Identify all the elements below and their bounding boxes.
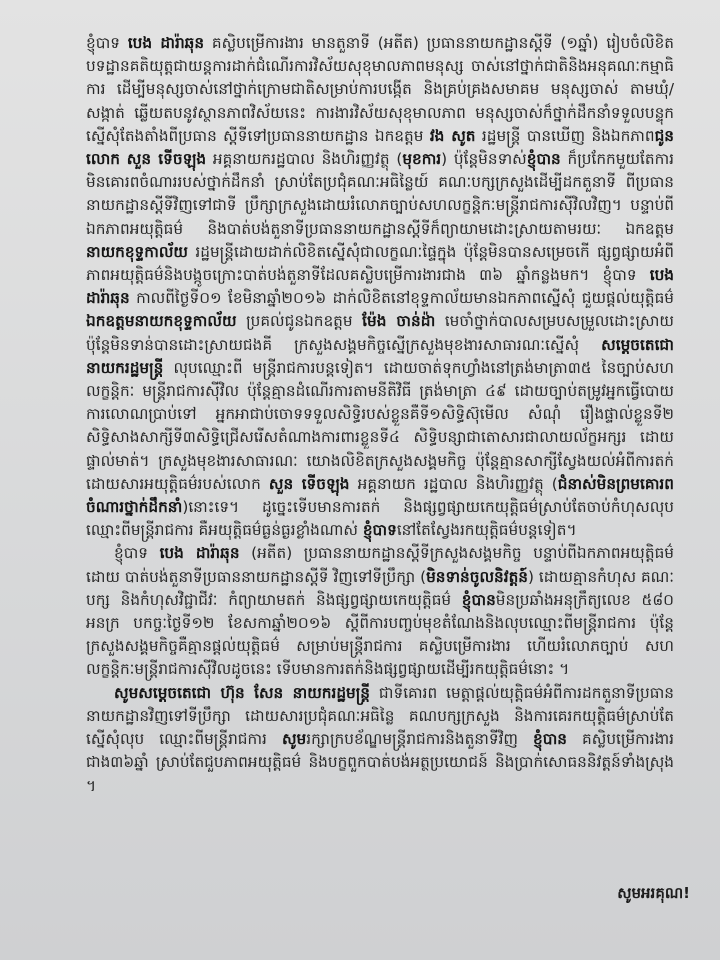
bold-text-run: បេង ដារ៉ាឆុន: [86, 266, 674, 308]
text-run: គស្លិបម្រើការងារជាង៣៦ឆ្នាំ ស្រាប់តែជួបភាពអយុត្តិធម៌ និងបក្ខពួកបាត់បង់អត្ថប្រយោជន៍ និងប្រាក់សោធននិវត្តន៍ទាំងស្រុង ។: [86, 730, 674, 795]
bold-text-run: វង សូត: [429, 126, 476, 145]
bold-text-run: ម៉ែង ចាន់ដ៉ា: [362, 312, 436, 331]
text-run: ខ្ញុំបាទ: [86, 34, 128, 52]
text-run: )នោះទេ។ ដូច្នេះទើបមានការតក់ និងផ្សព្វផ្សាយកេយុត្តិធម៌ស្រាប់តែចាប់កំហុសលុបឈ្មោះពីមន្ត្រីរាជការ គឺអយុត្តិធម៌ធ្ងន់ធ្ងរខ្លាំងណាស់: [86, 498, 674, 540]
text-run: អគ្គនាយករដ្ឋបាល និងហិរញ្ញវត្ថុ (: [206, 150, 403, 169]
bold-text-run: ខ្ញុំបាទ: [362, 521, 397, 540]
text-run: កាលពីថ្ងៃទី០១ ខែមិនាឆ្នាំ២០១៦ ដាក់លិខិតនៅខុទ្ទកាល័យមានឯកភាពស្នើសុំ ជួយផ្តល់យុត្តិធម៌: [129, 289, 674, 308]
bold-text-run: នាយកខុទ្ទកាល័យ: [86, 242, 188, 261]
closing-thanks: សូមអរគុណ!: [617, 884, 690, 902]
text-run: ជាទីគោរព មេត្តាផ្តល់យុត្តិធម៌អំពីការដកតួនាទីប្រធាននាយកដ្ឋានវិញទៅទីប្រឹក្សា ដោយសារប្រជុំគណៈអធិន្លៃ គណបក្សក្រសួង និងការគេរកយុត្តិធម៌ស្រាប់តែស្នើសុំលុប ឈ្មោះពីមន្ត្រីរាជការ: [86, 683, 674, 749]
text-run: លុបឈ្មោះពី មន្ត្រីរាជការបន្តទៀត។ ដោយចាត់ទុកហ្វាំងនៅត្រង់មាត្រា៣៥ នៃច្បាប់សហលក្ខន្តិកៈ មន្ត្រីរាជការស៊ីវិល ប៉ុន្តែគ្មានដំណើរការតាមនីតិវិធី ត្រង់មាត្រា ៤៩ ដោយច្បាប់តម្រូវអ្នកធ្វើបោយការលោណប្រាប់ទៅ អ្នកអាជាប់ចោទទទួលសិទ្ធិរបស់ខ្លួនគឺទី១សិទ្ធិស៊ុមើល សំណុំ រឿងផ្ទាល់ខ្លួនទី២ សិទ្ធិសាងសាក្សីទី៣សិទ្ធិជ្រើសរើសតំណាងការពារខ្លួនទី៤ សិទ្ធិបន្សាជាតោសារជាលាយល័ក្ខអក្សរ ដោយផ្ទាល់មាត់។ ក្រសួងមុខងារសាធារណៈ យោងលិខិតក្រសួងសង្គមកិច្ច ប៉ុន្តែគ្មានសាក្សីស្វែងយល់អំពីការតក់ ដោយសារអយុត្តិធម៌របស់លោក: [86, 358, 674, 493]
text-run: គស្លិបម្រើការងារ មានតួនាទី (អតីត) ប្រធាននាយកដ្ឋានស្តីទី (១ឆ្នាំ) រៀបចំលិខិតបទដ្ឋានគតិយុត្តជាយន្តការដាក់ជំណើរការវិស័យសុខុមាលភាពមនុស្ស ចាស់នៅថ្នាក់ជាតិនិងអនុគណៈកម្មាធិការ ដើម្បីមនុស្សចាស់នៅថ្នាក់ក្រោមជាតិសម្រាប់ការបង្កើត និងគ្រប់គ្រងសមាគម មនុស្សចាស់ តាមឃុំ/សង្កាត់ ឆ្លើយតបនូវស្ថានភាពវិស័យនេះ ការងារវិស័យសុខុមាលភាព មនុស្សចាស់ក៏ថ្នាក់ដឹកនាំទទួលបន្ទុកស្នើសុំតែងតាំងពីប្រធាន ស្តីទីទៅប្រធាននាយកដ្ឋាន ឯកឧត្តម: [86, 34, 674, 145]
bold-text-run: សូមសម្តេចតេជោ ហ៊ុន សែន នាយករដ្ឋមន្ត្រី: [114, 683, 371, 702]
text-run: អគ្គនាយក រដ្ឋបាល និងហិរញ្ញវត្ថុ (: [349, 474, 558, 493]
bold-text-run: បេង ដារ៉ាឆុន: [127, 34, 205, 52]
paragraph-2: [86, 542, 674, 681]
bold-text-run: សួន ទើចឡុង: [126, 150, 207, 169]
bold-text-run: បេង ដារ៉ាឆុន: [159, 544, 240, 563]
text-run: ) ប៉ុន្តែមិនទាស់: [441, 150, 527, 169]
bold-text-run: សូម: [281, 730, 307, 749]
bold-text-run: ឯកឧត្តមនាយកខុទ្ទកាល័យ: [86, 312, 237, 331]
paragraph-3: [86, 682, 674, 798]
text-run: (អតីត) ប្រធាននាយកដ្ឋានស្តីទីក្រសួងសង្គមកិច្ច បន្ទាប់ពីឯកភាពអយុត្តិធម៌ដោយ បាត់បង់តួនាទីប្រធាននាយកដ្ឋានស្តីទី វិញទៅទីប្រឹក្សា (: [86, 544, 674, 586]
bold-text-run: ខ្ញុំបាន: [526, 150, 561, 169]
letter-body: [86, 32, 674, 798]
text-run: ក៏ប្រកែកមួយតែការមិនគោរពចំណាររបស់ថ្នាក់ដឹកនាំ ស្រាប់តែប្រជុំគណៈអធិន្លៃយ៍ គណៈបក្សក្រសួងដើម្បីដកតួនាទី ពីប្រធាននាយកដ្ឋានស្តីទីវិញទៅជាទី ប្រឹក្សាក្រសួងដោយរំលោភច្បាប់សហលក្ខន្តិកៈមន្ត្រីរាជការស៊ីវិលវិញ។ បន្ទាប់ពីឯកភាពអយុត្តិធម៌ និងបាត់បង់តួនាទីប្រធាននាយកដ្ឋានស្តីទីក៏ព្យាយាមដោះស្រាយតាមរយៈ ឯកឧត្តម: [86, 150, 675, 238]
text-run: ) ដោយគ្មានកំហុស គណៈបក្ស និងកំហុសវិជ្ជាជីវៈ កំព្យាយាមតក់ និងផ្សព្វផ្សាយកេយុត្តិធម៌: [86, 567, 674, 609]
text-run: រដ្ឋមន្ត្រីដោយដាក់លិខិតស្នើសុំជាលក្ខណៈផ្ទៃក្នុង ប៉ុន្តែមិនបានសម្រេចកើ ផ្សព្វផ្សាយអំពីភាពអយុត្តិធម៌និងបង្កូចក្រោះបាត់បង់តួនាទីដែលគស្លិបម្រើការងារជាង ៣៦ ឆ្នាំកន្លងមក។ ខ្ញុំបាទ: [86, 242, 674, 285]
text-run: ខ្ញុំបាទ: [114, 544, 160, 563]
bold-text-run: ជំនាស់មិនព្រមគោរពចំណារថ្នាក់ដឹកនាំ: [86, 474, 674, 517]
paragraph-1: [86, 32, 674, 542]
bold-text-run: សួន ទើចឡុង: [268, 474, 350, 493]
bold-text-run: ជូនលោក: [86, 126, 674, 169]
bold-text-run: មិនទាន់ចូលនិវត្តន៍: [426, 567, 529, 586]
bold-text-run: ខ្ញុំបាន: [533, 730, 568, 749]
text-run: ប្រគល់ជូនឯកឧត្តម: [236, 312, 363, 331]
text-run: នៅតែស្វែងរកយុត្តិធម៌បន្តទៀត។: [396, 521, 577, 540]
bold-text-run: ខ្ញុំបាន: [461, 590, 496, 609]
text-run: រក្សាក្របខ័ណ្ឌមន្ត្រីរាជការនិងតួនាទីវិញ: [306, 730, 534, 749]
text-run: រដ្ឋមន្ត្រី បានឃើញ និងឯកភាព: [475, 126, 655, 145]
text-run: មេចាំថ្នាក់បាលសម្របសម្រួលដោះស្រាយ ប៉ុន្តែមិនទាន់បានដោះស្រាយជងគី ក្រសួងសង្គមកិច្ចស្នើក្រសួងមុខងារសាធារណៈស្នើសុំ: [86, 312, 674, 354]
bold-text-run: សម្តេចតេជោនាយករដ្ឋមន្ត្រី: [86, 335, 674, 377]
text-run: [120, 150, 127, 168]
bold-text-run: មុខការ: [402, 150, 442, 169]
text-run: មិនប្រឆាំងអនុក្រឹត្យលេខ ៥៨០ អនក្រ បកច្ចៈថ្ងៃទី១២ ខែសកាឆ្នាំ២០១៦ ស្តីពីការបញ្ចប់មុខតំណែងនិងលុបឈ្មោះពីមន្ត្រីរាជការ ប៉ុន្តែក្រសួងសង្គមកិច្ចគឺគ្មានផ្តល់យុត្តិធម៌ សម្រាប់មន្ត្រីរាជការ គស្លិបម្រើការងារ ហើយរំលោភច្បាប់ សហលក្ខន្តិកៈមន្ត្រីរាជការស៊ីវិលដូចនេះ ទើបមានការតក់និងផ្សព្វផ្សាយដើម្បីរកយុត្តិធម៌នោះ ។: [86, 590, 674, 679]
